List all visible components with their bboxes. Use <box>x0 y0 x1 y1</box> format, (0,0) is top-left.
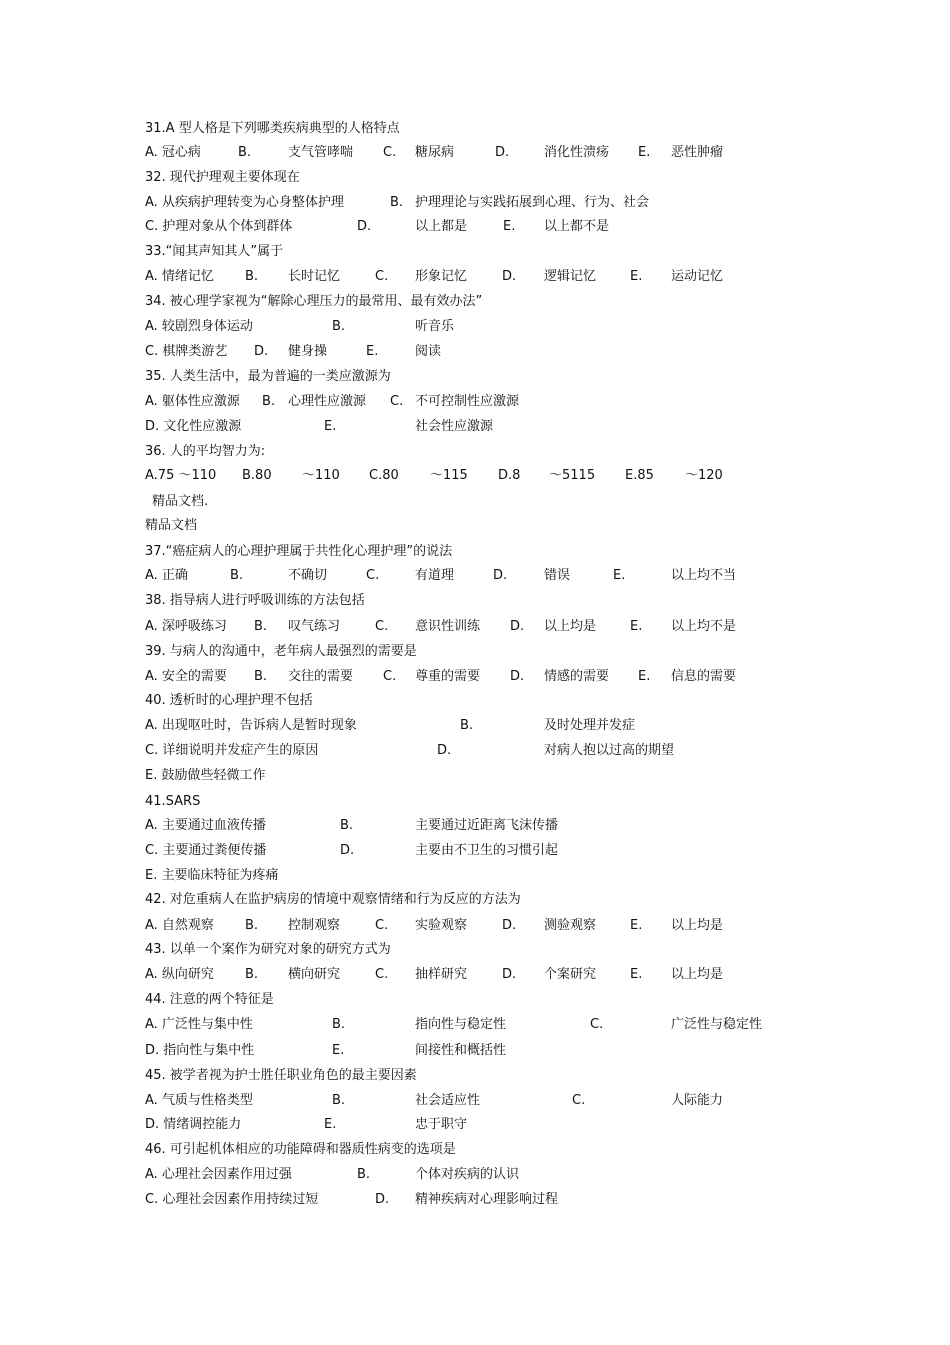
option-text: C. <box>366 568 380 583</box>
option-text: C. <box>375 967 389 982</box>
option-text: 控制观察 <box>288 918 341 933</box>
line-lead-text: A. 情绪记忆 <box>145 269 214 284</box>
option-text: 忠于职守 <box>415 1117 468 1132</box>
option-text: C. <box>390 394 404 409</box>
line-lead-text: A. 从疾病护理转变为心身整体护理 <box>145 195 344 210</box>
line-lead-text: E. 鼓励做些轻微工作 <box>145 768 266 783</box>
option-text: 精神疾病对心理影响过程 <box>415 1192 559 1207</box>
option-text: B. <box>262 394 276 409</box>
option-text: E. <box>630 619 643 634</box>
option-text: 支气管哮喘 <box>288 145 354 160</box>
option-text: E. <box>630 967 643 982</box>
option-text: D. <box>437 743 452 758</box>
line-lead-text: D. 文化性应激源 <box>145 419 242 434</box>
option-text: E.85 <box>625 468 654 483</box>
option-text: 主要由不卫生的习惯引起 <box>415 843 559 858</box>
option-text: 情感的需要 <box>544 669 610 684</box>
option-text: E. <box>366 344 379 359</box>
option-text: 实验观察 <box>415 918 468 933</box>
line-lead-text: 38. 指导病人进行呼吸训练的方法包括 <box>145 593 365 608</box>
line-lead-text: A. 较剧烈身体运动 <box>145 319 253 334</box>
option-text: E. <box>638 145 651 160</box>
line-lead-text: 精品文档. <box>152 494 209 509</box>
option-text: B.80 <box>242 468 272 483</box>
line-lead-text: A. 纵向研究 <box>145 967 214 982</box>
option-text: B. <box>460 718 474 733</box>
line-lead-text: C. 详细说明并发症产生的原因 <box>145 743 319 758</box>
option-text: C. <box>383 669 397 684</box>
line-lead-text: 41.SARS <box>145 794 201 809</box>
option-text: D. <box>502 918 517 933</box>
option-text: 社会适应性 <box>415 1093 481 1108</box>
line-lead-text: C. 护理对象从个体到群体 <box>145 219 293 234</box>
option-text: B. <box>390 195 404 210</box>
option-text: D. <box>254 344 269 359</box>
option-text: 糖尿病 <box>415 145 455 160</box>
line-lead-text: 35. 人类生活中，最为普遍的一类应激源为 <box>145 369 391 384</box>
option-text: 消化性溃疡 <box>544 145 610 160</box>
option-text: 及时处理并发症 <box>544 718 636 733</box>
option-text: D. <box>510 619 525 634</box>
option-text: B. <box>357 1167 371 1182</box>
line-lead-text: 46. 可引起机体相应的功能障碍和器质性病变的选项是 <box>145 1142 456 1157</box>
option-text: D. <box>357 219 372 234</box>
line-lead-text: A. 冠心病 <box>145 145 201 160</box>
option-text: 听音乐 <box>415 319 455 334</box>
line-lead-text: 32. 现代护理观主要体现在 <box>145 170 300 185</box>
line-lead-text: 精品文档 <box>145 518 198 533</box>
option-text: 以上均不是 <box>671 619 737 634</box>
option-text: D. <box>375 1192 390 1207</box>
line-lead-text: A. 安全的需要 <box>145 669 227 684</box>
line-lead-text: E. 主要临床特征为疼痛 <box>145 868 279 883</box>
line-lead-text: A. 气质与性格类型 <box>145 1093 253 1108</box>
line-lead-text: 36. 人的平均智力为: <box>145 444 266 459</box>
option-text: 护理理论与实践拓展到心理、行为、社会 <box>415 195 650 210</box>
option-text: 横向研究 <box>288 967 341 982</box>
line-lead-text: A. 主要通过血液传播 <box>145 818 266 833</box>
line-lead-text: 37.“癌症病人的心理护理属于共性化心理护理”的说法 <box>145 544 453 559</box>
option-text: 抽样研究 <box>415 967 468 982</box>
option-text: B. <box>332 319 346 334</box>
option-text: B. <box>254 669 268 684</box>
line-lead-text: 33.“闻其声知其人”属于 <box>145 244 284 259</box>
option-text: ～110 <box>302 468 340 483</box>
option-text: D. <box>502 269 517 284</box>
option-text: D. <box>495 145 510 160</box>
option-text: 信息的需要 <box>671 669 737 684</box>
option-text: E. <box>630 269 643 284</box>
option-text: 错误 <box>544 568 571 583</box>
option-text: 逻辑记忆 <box>544 269 597 284</box>
option-text: C. <box>375 918 389 933</box>
option-text: D. <box>493 568 508 583</box>
option-text: ～120 <box>685 468 723 483</box>
option-text: ～5115 <box>549 468 596 483</box>
option-text: D. <box>340 843 355 858</box>
option-text: E. <box>324 419 337 434</box>
option-text: C. <box>572 1093 586 1108</box>
option-text: 以上均是 <box>671 918 724 933</box>
option-text: 社会性应激源 <box>415 419 494 434</box>
option-text: 以上均不当 <box>671 568 737 583</box>
option-text: 不可控制性应激源 <box>415 394 520 409</box>
line-lead-text: 31.A 型人格是下列哪类疾病典型的人格特点 <box>145 121 400 136</box>
option-text: E. <box>324 1117 337 1132</box>
option-text: 个案研究 <box>544 967 597 982</box>
option-text: 间接性和概括性 <box>415 1043 507 1058</box>
option-text: B. <box>254 619 268 634</box>
option-text: B. <box>238 145 252 160</box>
option-text: E. <box>332 1043 345 1058</box>
option-text: C. <box>590 1017 604 1032</box>
option-text: 尊重的需要 <box>415 669 481 684</box>
line-lead-text: A. 自然观察 <box>145 918 214 933</box>
option-text: E. <box>503 219 516 234</box>
option-text: 个体对疾病的认识 <box>415 1167 520 1182</box>
option-text: 叹气练习 <box>288 619 341 634</box>
option-text: B. <box>245 269 259 284</box>
option-text: D. <box>510 669 525 684</box>
option-text: B. <box>245 918 259 933</box>
option-text: B. <box>245 967 259 982</box>
option-text: 运动记忆 <box>671 269 724 284</box>
option-text: D.8 <box>498 468 521 483</box>
line-lead-text: D. 情绪调控能力 <box>145 1117 242 1132</box>
option-text: B. <box>332 1017 346 1032</box>
option-text: C. <box>383 145 397 160</box>
option-text: E. <box>638 669 651 684</box>
option-text: 长时记忆 <box>288 269 341 284</box>
line-lead-text: 44. 注意的两个特征是 <box>145 992 274 1007</box>
option-text: 以上都是 <box>415 219 468 234</box>
option-text: C.80 <box>369 468 399 483</box>
line-lead-text: 42. 对危重病人在监护病房的情境中观察情绪和行为反应的方法为 <box>145 892 521 907</box>
line-lead-text: C. 主要通过粪便传播 <box>145 843 267 858</box>
line-lead-text: A. 躯体性应激源 <box>145 394 240 409</box>
option-text: 以上均是 <box>544 619 597 634</box>
line-lead-text: 43. 以单一个案作为研究对象的研究方式为 <box>145 942 391 957</box>
option-text: D. <box>502 967 517 982</box>
line-lead-text: 45. 被学者视为护士胜任职业角色的最主要因素 <box>145 1068 417 1083</box>
line-lead-text: 40. 透析时的心理护理不包括 <box>145 693 313 708</box>
line-lead-text: A. 出现呕吐时，告诉病人是暂时现象 <box>145 718 357 733</box>
option-text: E. <box>630 918 643 933</box>
option-text: 人际能力 <box>671 1093 724 1108</box>
option-text: 形象记忆 <box>415 269 468 284</box>
option-text: 阅读 <box>415 344 442 359</box>
option-text: C. <box>375 619 389 634</box>
option-text: B. <box>332 1093 346 1108</box>
option-text: C. <box>375 269 389 284</box>
line-lead-text: A. 广泛性与集中性 <box>145 1017 253 1032</box>
option-text: 心理性应激源 <box>288 394 367 409</box>
option-text: 交往的需要 <box>288 669 354 684</box>
line-lead-text: C. 棋牌类游艺 <box>145 344 228 359</box>
option-text: 对病人抱以过高的期望 <box>544 743 675 758</box>
line-lead-text: 34. 被心理学家视为“解除心理压力的最常用、最有效办法” <box>145 294 483 309</box>
option-text: E. <box>613 568 626 583</box>
option-text: 意识性训练 <box>415 619 481 634</box>
option-text: B. <box>230 568 244 583</box>
option-text: 不确切 <box>288 568 328 583</box>
option-text: 以上均是 <box>671 967 724 982</box>
option-text: 指向性与稳定性 <box>415 1017 507 1032</box>
line-lead-text: A. 正确 <box>145 568 188 583</box>
option-text: 恶性肿瘤 <box>671 145 724 160</box>
option-text: 健身操 <box>288 344 328 359</box>
option-text: 主要通过近距离飞沫传播 <box>415 818 559 833</box>
option-text: 有道理 <box>415 568 455 583</box>
line-lead-text: A.75 ～110 <box>145 468 217 483</box>
option-text: 广泛性与稳定性 <box>671 1017 763 1032</box>
line-lead-text: D. 指向性与集中性 <box>145 1043 255 1058</box>
line-lead-text: C. 心理社会因素作用持续过短 <box>145 1192 319 1207</box>
line-lead-text: A. 深呼吸练习 <box>145 619 227 634</box>
line-lead-text: A. 心理社会因素作用过强 <box>145 1167 292 1182</box>
line-lead-text: 39. 与病人的沟通中，老年病人最强烈的需要是 <box>145 644 417 659</box>
option-text: 测验观察 <box>544 918 597 933</box>
option-text: 以上都不是 <box>544 219 610 234</box>
option-text: ～115 <box>430 468 468 483</box>
option-text: B. <box>340 818 354 833</box>
